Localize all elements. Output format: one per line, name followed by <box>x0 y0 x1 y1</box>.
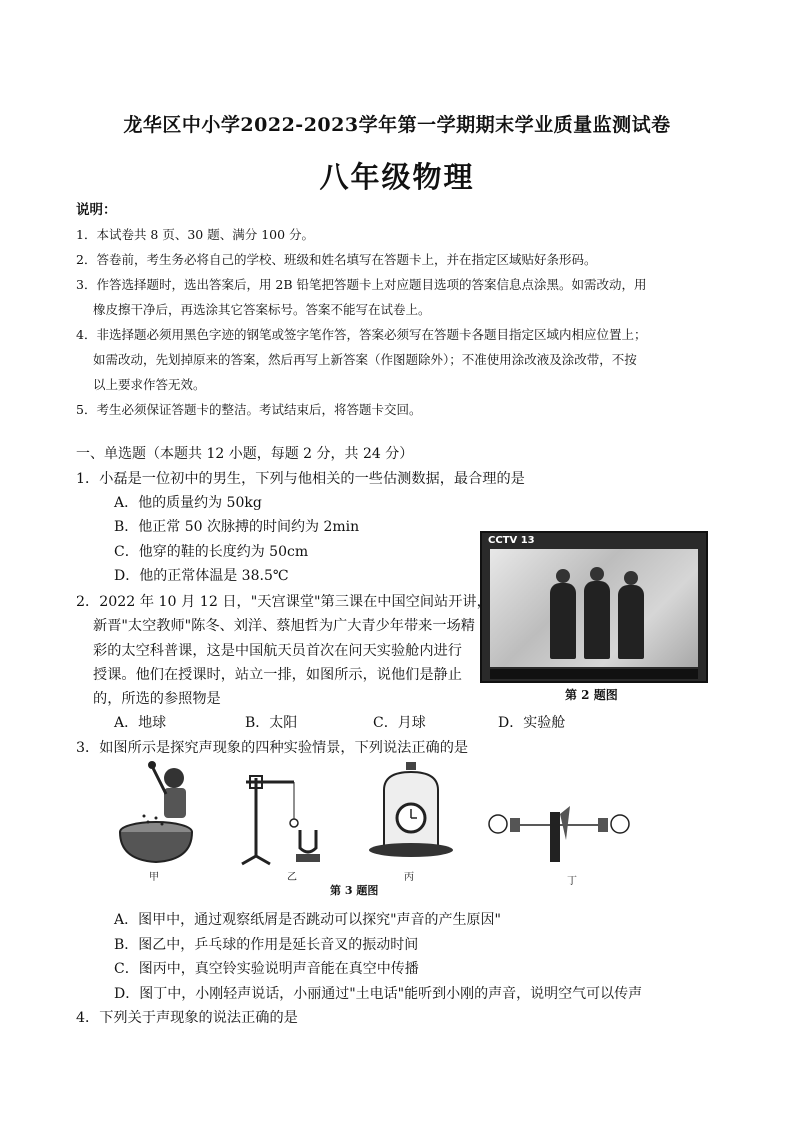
bell-jar-figure <box>366 760 456 860</box>
drum-experiment-figure <box>118 760 208 870</box>
string-telephone-figure <box>486 800 634 864</box>
question-1-option-c: C．他穿的鞋的长度约为 50cm <box>114 544 309 560</box>
figure-label-bing: 丙 <box>404 872 414 883</box>
figure-label-yi: 乙 <box>287 872 297 883</box>
question-2-option-c: C．月球 <box>373 715 426 731</box>
question-3-stem: 3．如图所示是探究声现象的四种实验情景，下列说法正确的是 <box>76 740 469 756</box>
question-1-stem: 1．小磊是一位初中的男生，下列与他相关的一些估测数据，最合理的是 <box>76 471 525 487</box>
note-item: 3．作答选择题时，选出答案后，用 2B 铅笔把答题卡上对应题目选项的答案信息点涂黑。如需改动，用 <box>76 277 647 292</box>
note-item: 如需改动，先划掉原来的答案，然后再写上新答案（作图题除外）；不准使用涂改液及涂改带，不按 <box>93 352 637 367</box>
astronaut-figure <box>618 585 644 659</box>
note-item: 2．答卷前，考生务必将自己的学校、班级和姓名填写在答题卡上，并在指定区域贴好条形码。 <box>76 252 597 267</box>
exam-subtitle: 八年级物理 <box>319 160 475 194</box>
question-2-line: 授课。他们在授课时，站立一排，如图所示，说他们是静止 <box>93 667 462 683</box>
question-3-option-a: A．图甲中，通过观察纸屑是否跳动可以探究"声音的产生原因" <box>114 912 501 928</box>
question-2-figure-caption: 第 2 题图 <box>565 688 618 702</box>
question-2-line: 彩的太空科普课，这是中国航天员首次在问天实验舱内进行 <box>93 643 462 659</box>
question-2-photo <box>480 531 708 683</box>
question-1-option-a: A．他的质量约为 50kg <box>114 495 262 511</box>
cctv-logo: CCTV 13 <box>488 535 535 546</box>
question-2-option-b: B．太阳 <box>245 715 298 731</box>
question-2-option-d: D．实验舱 <box>498 715 566 731</box>
question-2-line: 2．2022 年 10 月 12 日，"天宫课堂"第三课在中国空间站开讲， <box>76 594 491 610</box>
note-item: 橡皮擦干净后，再选涂其它答案标号。答案不能写在试卷上。 <box>93 302 431 317</box>
question-3-option-c: C．图丙中，真空铃实验说明声音能在真空中传播 <box>114 961 419 977</box>
section-heading: 一、单选题（本题共 12 小题，每题 2 分，共 24 分） <box>76 446 414 462</box>
notes-heading: 说明： <box>76 202 117 218</box>
question-1-option-d: D．他的正常体温是 38.5℃ <box>114 568 289 584</box>
question-3-figure-caption: 第 3 题图 <box>330 884 379 897</box>
tuning-fork-figure <box>236 768 336 868</box>
question-1-option-b: B．他正常 50 次脉搏的时间约为 2min <box>114 519 360 535</box>
question-4-stem: 4．下列关于声现象的说法正确的是 <box>76 1010 298 1026</box>
question-2-line: 的，所选的参照物是 <box>93 691 221 707</box>
question-3-option-d: D．图丁中，小刚轻声说话，小丽通过"土电话"能听到小刚的声音，说明空气可以传声 <box>114 986 643 1002</box>
question-2-option-a: A．地球 <box>114 715 167 731</box>
note-item: 5．考生必须保证答题卡的整洁。考试结束后，将答题卡交回。 <box>76 402 422 417</box>
note-item: 4．非选择题必须用黑色字迹的钢笔或签字笔作答，答案必须写在答题卡各题目指定区域内相应位置上； <box>76 327 647 342</box>
question-3-option-b: B．图乙中，乒乓球的作用是延长音叉的振动时间 <box>114 937 419 953</box>
note-item: 1．本试卷共 8 页、30 题、满分 100 分。 <box>76 227 315 242</box>
astronaut-figure <box>584 581 610 659</box>
exam-title: 龙华区中小学2022-2023学年第一学期期末学业质量监测试卷 <box>123 114 671 136</box>
note-item: 以上要求作答无效。 <box>93 377 206 392</box>
figure-label-jia: 甲 <box>149 872 159 883</box>
question-2-line: 新晋"太空教师"陈冬、刘洋、蔡旭哲为广大青少年带来一场精 <box>93 618 475 634</box>
astronaut-figure <box>550 583 576 659</box>
figure-label-ding: 丁 <box>567 876 577 887</box>
